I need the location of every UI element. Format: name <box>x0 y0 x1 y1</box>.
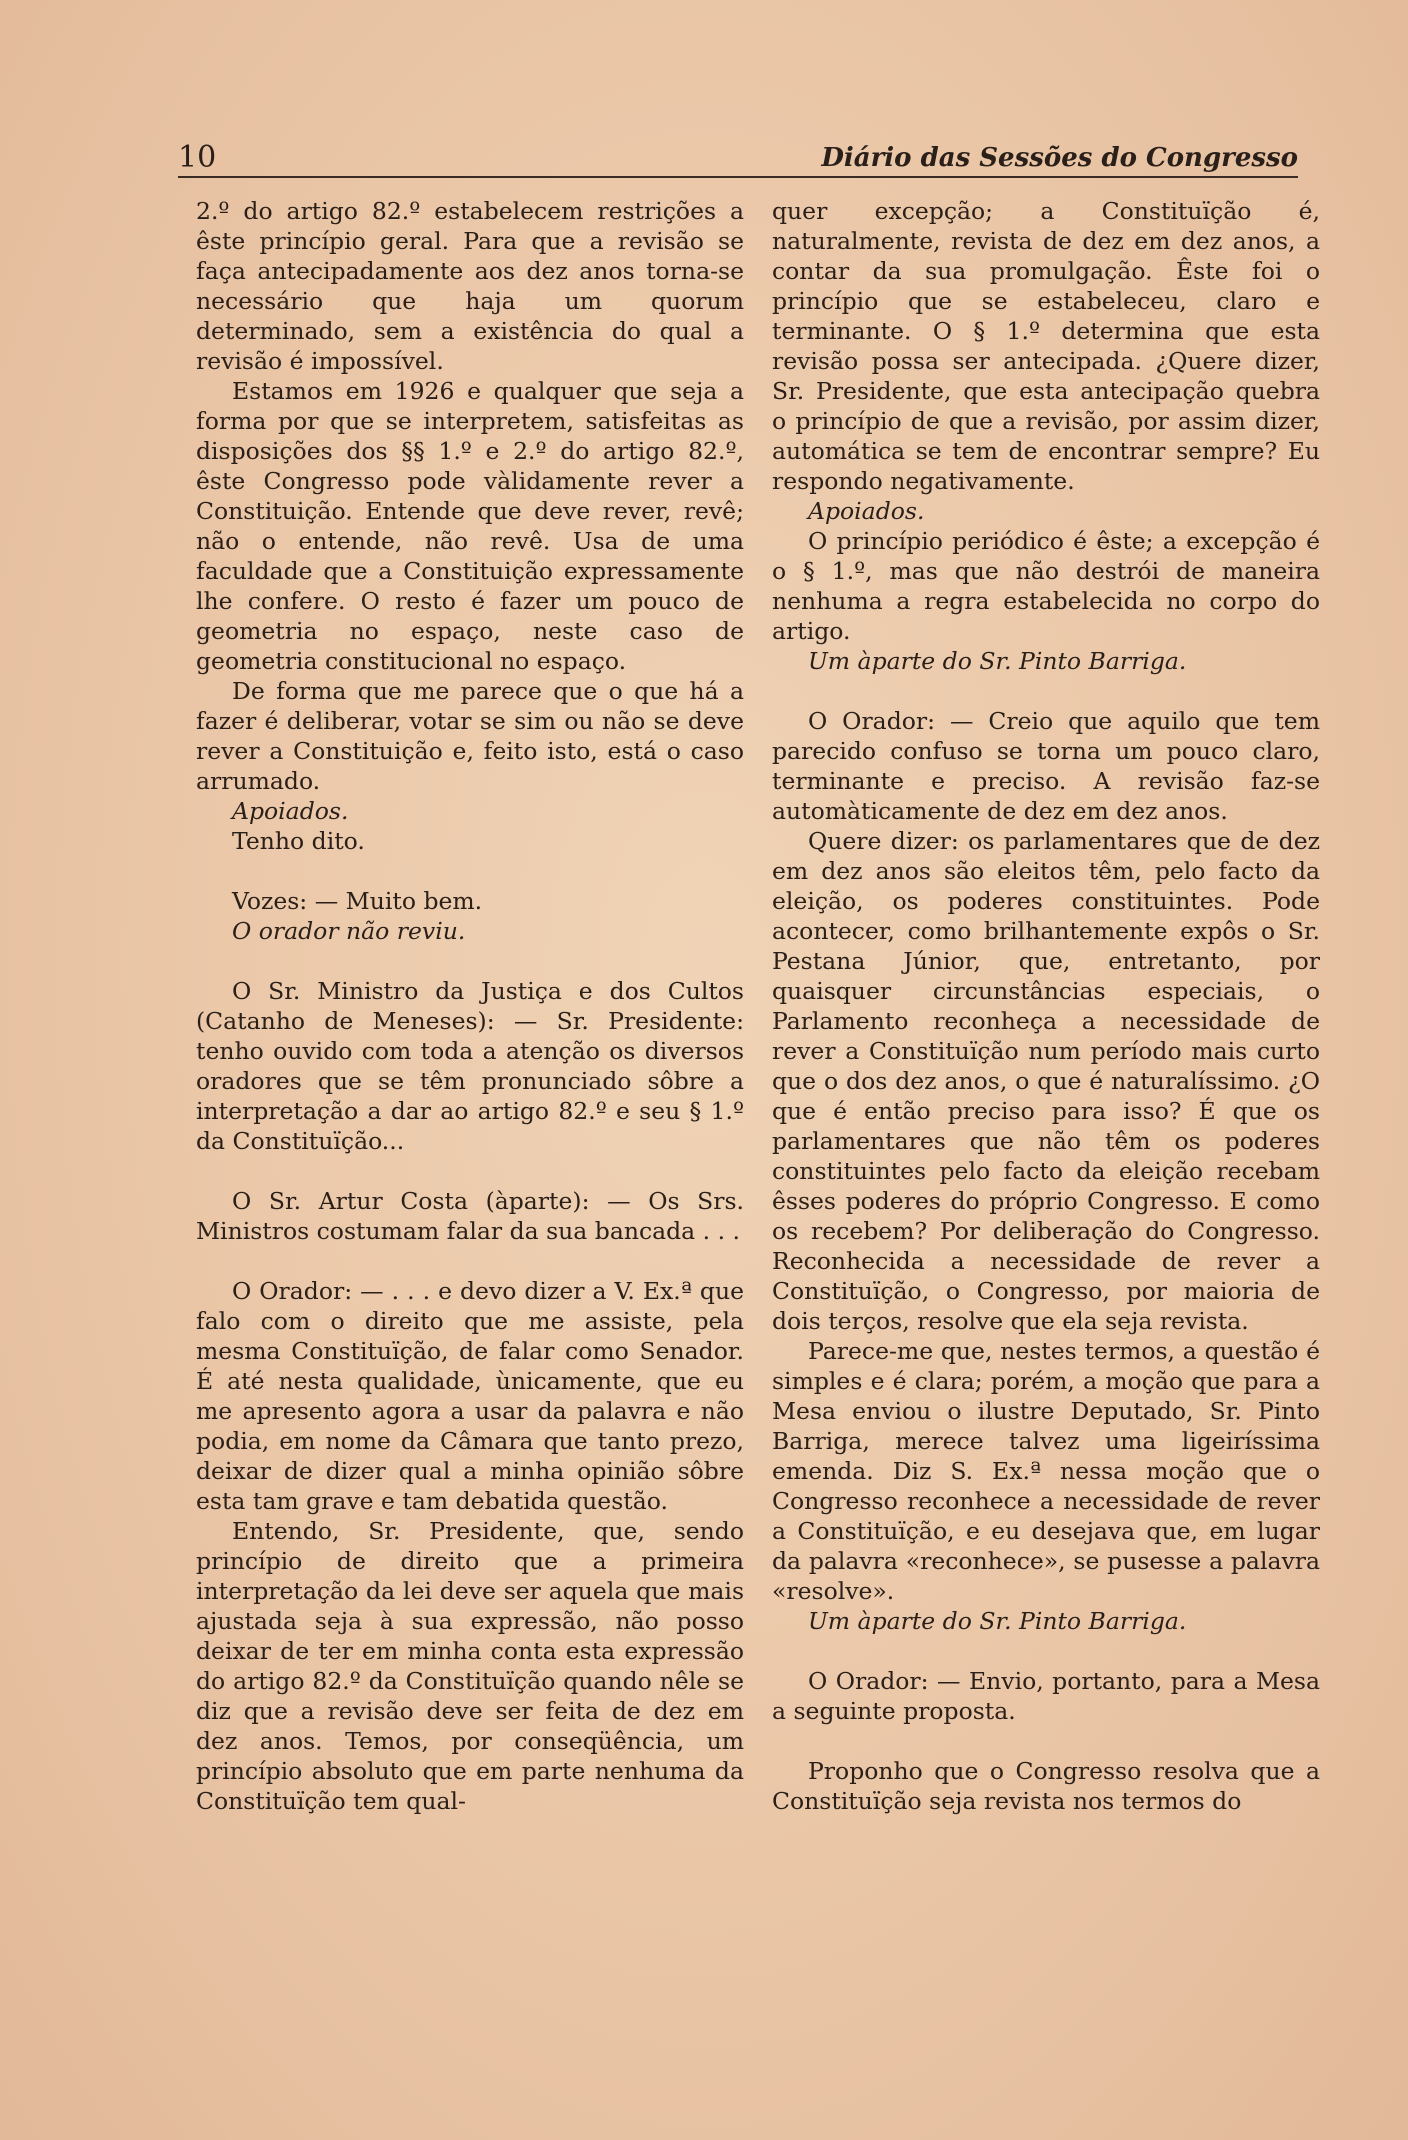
proposal-paragraph: Proponho que o Congresso resolva que a Constituïção seja revista nos termos do <box>772 1757 1320 1815</box>
paragraph: 2.º do artigo 82.º estabelecem restrições a êste princípio geral. Para que a revisão se faça antecipadamente aos dez anos torna-se necessário que haja um quorum determinado, sem a existência do qual a revisão é impossível. <box>196 197 744 375</box>
header-rule <box>178 176 1298 178</box>
paragraph: Quere dizer: os parlamentares que de dez em dez anos são eleitos têm, pelo facto da eleição, os poderes constituintes. Pode acontecer, como brilhantemente expôs o Sr. Pestana Júnior, que, entretanto, por quaisquer circunstâncias especiais, o Parlamento reconheça a necessidade de rever a Constituïção num período mais curto que o dos dez anos, o que é naturalíssimo. ¿O que é então preciso para isso? É que os parlamentares que não têm os poderes constituintes pelo facto da eleição recebam êsses poderes do próprio Congresso. E como os recebem? Por deliberação do Congresso. Reconhecida a necessidade de rever a Constituïção, o Congresso, por maioria de dois terços, resolve que ela seja revista. <box>772 827 1320 1335</box>
speaker-paragraph: O Orador: — Creio que aquilo que tem parecido confuso se torna um pouco claro, terminante e preciso. A revisão faz-se automàticamente de dez em dez anos. <box>772 707 1320 825</box>
paragraph: Parece-me que, nestes termos, a questão é simples e é clara; porém, a moção que para a Mesa enviou o ilustre Deputado, Sr. Pinto Barriga, merece talvez uma ligeiríssima emenda. Diz S. Ex.ª nessa moção que o Congresso reconhece a necessidade de rever a Constituïção, e eu desejava que, em lugar da palavra «reconhece», se pusesse a palavra «resolve». <box>772 1337 1320 1605</box>
paragraph: Estamos em 1926 e qualquer que seja a forma por que se interpretem, satisfeitas as disposições dos §§ 1.º e 2.º do artigo 82.º, êste Congresso pode vàlidamente rever a Constituição. Entende que deve rever, revê; não o entende, não revê. Usa de uma faculdade que a Constituição expressamente lhe confere. O resto é fazer um pouco de geometria no espaço, neste caso de geometria constitucional no espaço. <box>196 377 744 675</box>
speaker-paragraph: O Sr. Ministro da Justiça e dos Cultos (Catanho de Meneses): — Sr. Presidente: tenho ouvido com toda a atenção os diversos oradores que se têm pronunciado sôbre a interpretação a dar ao artigo 82.º e seu § 1.º da Constituïção... <box>196 977 744 1155</box>
speaker-paragraph: O Sr. Artur Costa (àparte): — Os Srs. Ministros costumam falar da sua bancada . . . <box>196 1187 744 1245</box>
apoiados-note: Apoiados. <box>808 497 925 525</box>
paragraph: O princípio periódico é êste; a excepção é o § 1.º, mas que não destrói de maneira nenhuma a regra estabelecida no corpo do artigo. <box>772 527 1320 645</box>
right-column <box>772 196 1320 1816</box>
speaker-paragraph: O Orador: — . . . e devo dizer a V. Ex.ª que falo com o direito que me assiste, pela mesma Constituïção, de falar como Senador. É até nesta qualidade, ùnicamente, que eu me apresento agora a usar da palavra e não podia, em nome da Câmara que tanto prezo, deixar de dizer qual a minha opinião sôbre esta tam grave e tam debatida questão. <box>196 1277 744 1515</box>
page-number: 10 <box>178 140 217 175</box>
speaker-line: Vozes: — Muito bem. <box>232 887 483 915</box>
running-title: Diário das Sessões do Congresso <box>821 143 1298 173</box>
paragraph: quer excepção; a Constituïção é, naturalmente, revista de dez em dez anos, a contar da sua promulgação. Êste foi o princípio que se estabeleceu, claro e terminante. O § 1.º determina que esta revisão possa ser antecipada. ¿Quere dizer, Sr. Presidente, que esta antecipação quebra o princípio de que a revisão, por assim dizer, automática se tem de encontrar sempre? Eu respondo negativamente. <box>772 197 1320 495</box>
aparte-note: Um àparte do Sr. Pinto Barriga. <box>808 1607 1187 1635</box>
paragraph: Tenho dito. <box>232 827 365 855</box>
paragraph: De forma que me parece que o que há a fazer é deliberar, votar se sim ou não se deve rever a Constituição e, feito isto, está o caso arrumado. <box>196 677 744 795</box>
aparte-note: Um àparte do Sr. Pinto Barriga. <box>808 647 1187 675</box>
apoiados-note: Apoiados. <box>232 797 349 825</box>
speaker-paragraph: O Orador: — Envio, portanto, para a Mesa a seguinte proposta. <box>772 1667 1320 1725</box>
not-revised-note: O orador não reviu. <box>232 917 466 945</box>
page-header <box>178 138 1298 178</box>
left-column <box>196 196 744 1816</box>
paragraph: Entendo, Sr. Presidente, que, sendo princípio de direito que a primeira interpretação da lei deve ser aquela que mais ajustada seja à sua expressão, não posso deixar de ter em minha conta esta expressão do artigo 82.º da Constituïção quando nêle se diz que a revisão deve ser feita de dez em dez anos. Temos, por conseqüência, um princípio absoluto que em parte nenhuma da Constituïção tem qual- <box>196 1517 744 1815</box>
